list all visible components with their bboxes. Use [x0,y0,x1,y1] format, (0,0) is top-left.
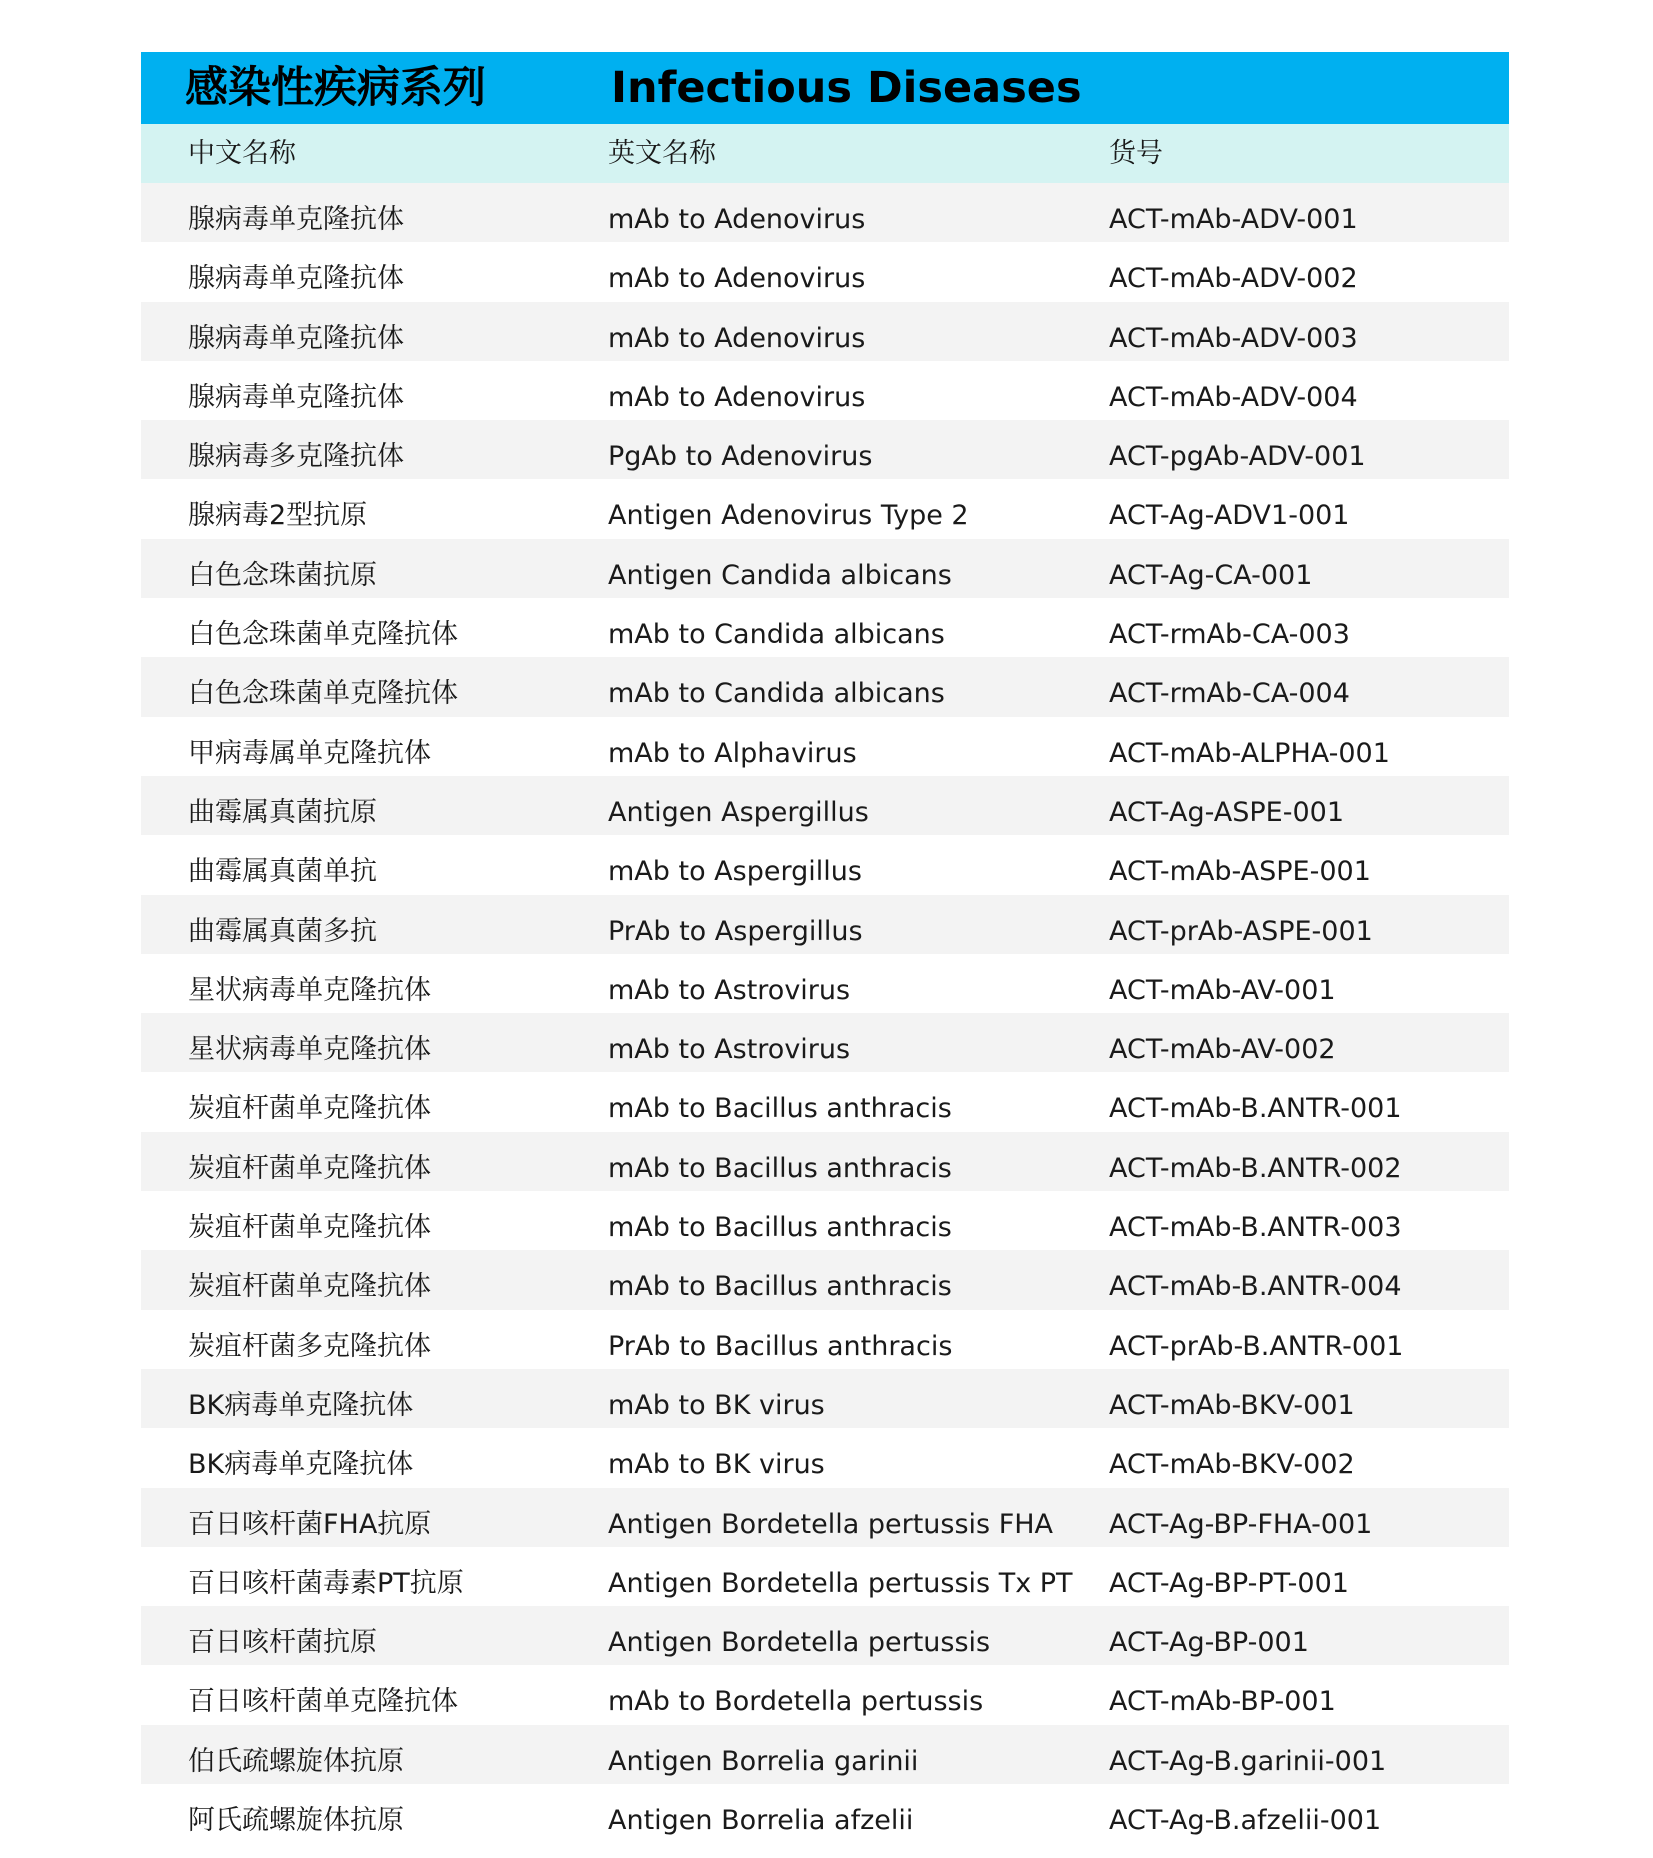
cell-en-name: Antigen Bordetella pertussis Tx PT [608,1567,1073,1599]
cell-cn-name: BK病毒单克隆抗体 [188,1389,414,1421]
cell-catalog-no: ACT-Ag-ADV1-001 [1109,500,1350,532]
section-title-en: Infectious Diseases [611,63,1082,113]
table-row [141,420,1509,479]
cell-en-name: mAb to Alphavirus [608,737,857,769]
cell-en-name: mAb to Adenovirus [608,322,866,354]
cell-cn-name: 阿氏疏螺旋体抗原 [188,1805,404,1837]
cell-cn-name: 炭疽杆菌单克隆抗体 [188,1093,431,1125]
table-header [141,124,1509,183]
cell-en-name: Antigen Candida albicans [608,559,952,591]
table-row [141,1013,1509,1072]
cell-cn-name: 腺病毒单克隆抗体 [188,204,404,235]
table-row [141,1250,1509,1309]
cell-cn-name: 百日咳杆菌FHA抗原 [188,1508,432,1540]
cell-catalog-no: ACT-prAb-ASPE-001 [1109,915,1373,947]
table-row [141,657,1509,716]
column-header-en-name: 英文名称 [608,138,716,169]
column-header-catalog-no: 货号 [1109,138,1163,169]
cell-catalog-no: ACT-Ag-B.garinii-001 [1109,1745,1387,1777]
cell-en-name: mAb to Bacillus anthracis [608,1152,952,1184]
cell-cn-name: 腺病毒单克隆抗体 [188,381,404,413]
table-row [141,776,1509,835]
table-row [141,717,1509,776]
cell-cn-name: BK病毒单克隆抗体 [188,1449,414,1481]
cell-cn-name: 腺病毒单克隆抗体 [188,263,404,295]
section-banner [141,52,1509,124]
cell-catalog-no: ACT-mAb-AV-002 [1109,1034,1336,1066]
cell-en-name: Antigen Borrelia garinii [608,1745,919,1777]
cell-en-name: Antigen Bordetella pertussis [608,1627,991,1659]
cell-catalog-no: ACT-prAb-B.ANTR-001 [1109,1330,1404,1362]
cell-en-name: Antigen Bordetella pertussis FHA [608,1508,1053,1540]
table-row [141,835,1509,894]
cell-en-name: Antigen Adenovirus Type 2 [608,500,969,532]
cell-cn-name: 腺病毒多克隆抗体 [188,441,404,473]
cell-catalog-no: ACT-Ag-B.afzelii-001 [1109,1805,1382,1837]
table-row [141,1428,1509,1487]
table-row [141,1072,1509,1131]
cell-catalog-no: ACT-mAb-BKV-002 [1109,1449,1355,1481]
cell-cn-name: 炭疽杆菌多克隆抗体 [188,1330,431,1362]
cell-cn-name: 百日咳杆菌毒素PT抗原 [188,1567,464,1599]
cell-cn-name: 星状病毒单克隆抗体 [188,1034,431,1066]
cell-catalog-no: ACT-mAb-B.ANTR-004 [1109,1271,1402,1303]
table-row [141,302,1509,361]
cell-en-name: mAb to Bordetella pertussis [608,1686,984,1718]
cell-catalog-no: ACT-Ag-CA-001 [1109,559,1313,591]
cell-en-name: mAb to Candida albicans [608,678,945,710]
cell-cn-name: 白色念珠菌单克隆抗体 [188,619,458,651]
cell-catalog-no: ACT-mAb-B.ANTR-003 [1109,1212,1402,1244]
cell-cn-name: 星状病毒单克隆抗体 [188,974,431,1006]
cell-catalog-no: ACT-mAb-B.ANTR-001 [1109,1093,1402,1125]
cell-cn-name: 伯氏疏螺旋体抗原 [188,1745,404,1777]
cell-catalog-no: ACT-Ag-BP-FHA-001 [1109,1508,1373,1540]
table-row [141,1725,1509,1784]
cell-cn-name: 百日咳杆菌单克隆抗体 [188,1686,458,1718]
cell-en-name: mAb to Bacillus anthracis [608,1093,952,1125]
cell-en-name: Antigen Borrelia afzelii [608,1805,914,1837]
column-header-cn-name: 中文名称 [188,138,296,169]
table-row [141,183,1509,242]
cell-catalog-no: ACT-Ag-BP-PT-001 [1109,1567,1349,1599]
table-row [141,895,1509,954]
cell-catalog-no: ACT-mAb-ADV-001 [1109,204,1358,235]
cell-catalog-no: ACT-mAb-BKV-001 [1109,1389,1355,1421]
cell-en-name: mAb to Adenovirus [608,263,866,295]
table-row [141,598,1509,657]
cell-en-name: mAb to Adenovirus [608,381,866,413]
cell-catalog-no: ACT-Ag-BP-001 [1109,1627,1309,1659]
cell-catalog-no: ACT-rmAb-CA-003 [1109,619,1350,651]
cell-en-name: mAb to Bacillus anthracis [608,1271,952,1303]
table-body [141,183,1509,1843]
cell-catalog-no: ACT-mAb-ADV-002 [1109,263,1358,295]
cell-catalog-no: ACT-mAb-BP-001 [1109,1686,1336,1718]
cell-catalog-no: ACT-mAb-ADV-003 [1109,322,1358,354]
cell-en-name: mAb to BK virus [608,1389,825,1421]
cell-cn-name: 炭疽杆菌单克隆抗体 [188,1152,431,1184]
cell-en-name: mAb to Candida albicans [608,619,945,651]
table-row [141,954,1509,1013]
table-row [141,1310,1509,1369]
cell-cn-name: 百日咳杆菌抗原 [188,1627,377,1659]
product-table [141,52,1509,1843]
cell-en-name: PrAb to Bacillus anthracis [608,1330,953,1362]
cell-en-name: mAb to Astrovirus [608,974,851,1006]
table-row [141,539,1509,598]
cell-catalog-no: ACT-mAb-AV-001 [1109,974,1336,1006]
cell-en-name: Antigen Aspergillus [608,796,869,828]
table-row [141,1665,1509,1724]
cell-en-name: mAb to Bacillus anthracis [608,1212,952,1244]
cell-cn-name: 曲霉属真菌多抗 [188,915,377,947]
cell-catalog-no: ACT-mAb-ADV-004 [1109,381,1358,413]
cell-cn-name: 白色念珠菌单克隆抗体 [188,678,458,710]
cell-catalog-no: ACT-mAb-B.ANTR-002 [1109,1152,1402,1184]
cell-cn-name: 曲霉属真菌抗原 [188,796,377,828]
table-row [141,361,1509,420]
table-row [141,1369,1509,1428]
cell-cn-name: 腺病毒2型抗原 [188,500,368,532]
cell-catalog-no: ACT-pgAb-ADV-001 [1109,441,1366,473]
cell-cn-name: 腺病毒单克隆抗体 [188,322,404,354]
cell-cn-name: 甲病毒属单克隆抗体 [188,737,431,769]
table-row [141,1132,1509,1191]
cell-en-name: mAb to Astrovirus [608,1034,851,1066]
cell-cn-name: 炭疽杆菌单克隆抗体 [188,1212,431,1244]
table-row [141,1547,1509,1606]
table-row [141,1784,1509,1843]
table-row [141,479,1509,538]
table-row [141,242,1509,301]
cell-cn-name: 曲霉属真菌单抗 [188,856,377,888]
cell-catalog-no: ACT-rmAb-CA-004 [1109,678,1350,710]
cell-cn-name: 炭疽杆菌单克隆抗体 [188,1271,431,1303]
cell-catalog-no: ACT-Ag-ASPE-001 [1109,796,1344,828]
table-row [141,1606,1509,1665]
cell-cn-name: 白色念珠菌抗原 [188,559,377,591]
section-title-cn: 感染性疾病系列 [185,63,486,113]
cell-en-name: PrAb to Aspergillus [608,915,863,947]
table-row [141,1191,1509,1250]
cell-en-name: mAb to Aspergillus [608,856,862,888]
table-row [141,1488,1509,1547]
cell-catalog-no: ACT-mAb-ASPE-001 [1109,856,1371,888]
cell-en-name: PgAb to Adenovirus [608,441,873,473]
cell-en-name: mAb to Adenovirus [608,204,866,235]
cell-catalog-no: ACT-mAb-ALPHA-001 [1109,737,1390,769]
cell-en-name: mAb to BK virus [608,1449,825,1481]
